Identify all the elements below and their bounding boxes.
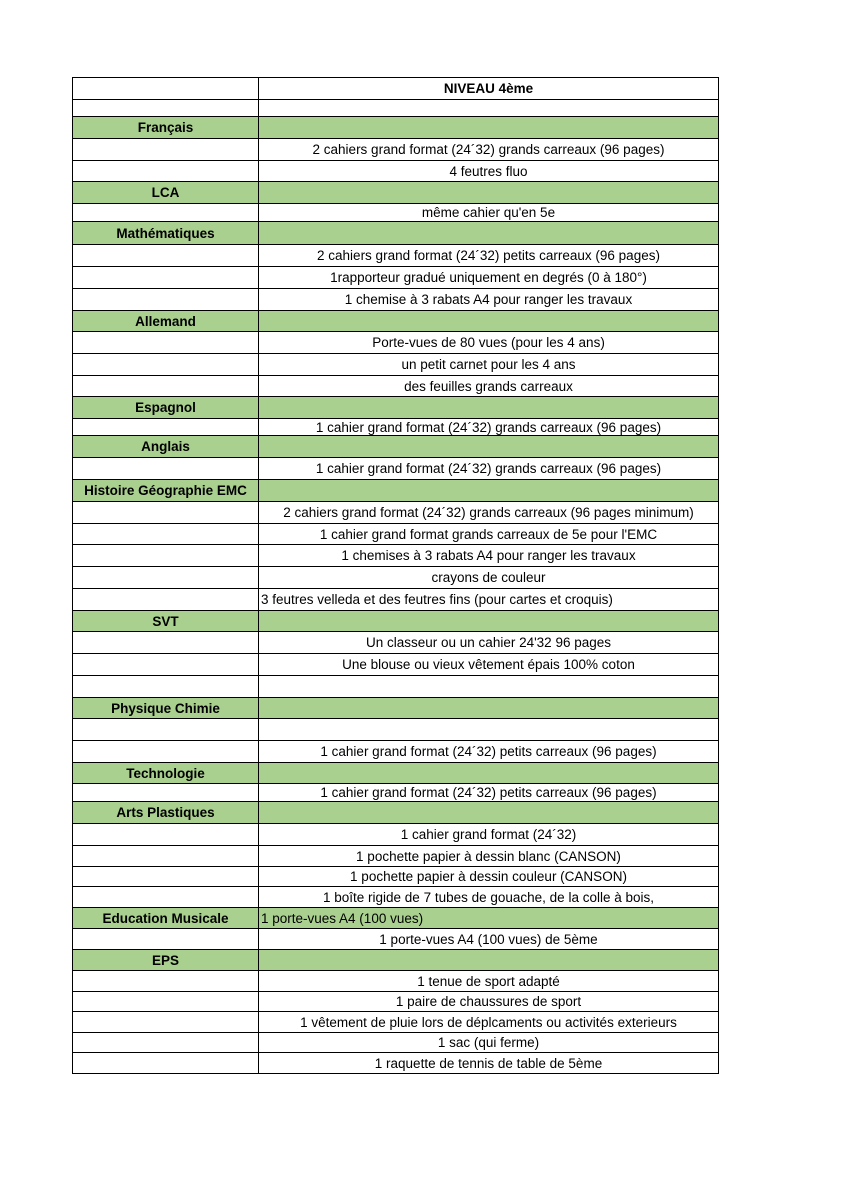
supply-item-cell: [259, 676, 719, 698]
supply-row: [73, 289, 719, 311]
supply-row: [73, 78, 719, 100]
supply-item-cell: crayons de couleur: [259, 567, 719, 589]
subject-cell: [73, 1053, 259, 1074]
subject-cell: [73, 524, 259, 545]
supply-item-cell: des feuilles grands carreaux: [259, 376, 719, 397]
supply-item-cell: 1 boîte rigide de 7 tubes de gouache, de la colle à bois,: [259, 887, 719, 908]
subject-cell: [73, 502, 259, 524]
subject-cell: Allemand: [73, 311, 259, 332]
level-title: NIVEAU 4ème: [259, 78, 719, 100]
subject-cell: [73, 1012, 259, 1033]
supply-row: [73, 354, 719, 376]
supply-row: [73, 971, 719, 992]
supply-row: [73, 654, 719, 676]
supply-row: [73, 161, 719, 182]
supply-row: [73, 545, 719, 567]
subject-cell: [73, 929, 259, 950]
supply-row: [73, 632, 719, 654]
supply-item-cell: 2 cahiers grand format (24´32) grands carreaux (96 pages): [259, 139, 719, 161]
supply-row: [73, 719, 719, 741]
supply-item-cell: 2 cahiers grand format (24´32) petits carreaux (96 pages): [259, 245, 719, 267]
supply-row: [73, 419, 719, 436]
supply-row: [73, 846, 719, 867]
subject-cell: Technologie: [73, 763, 259, 784]
supply-row: [73, 887, 719, 908]
subject-header-row: [73, 480, 719, 502]
subject-header-row: [73, 117, 719, 139]
supply-item-cell: [259, 698, 719, 719]
supply-row: [73, 824, 719, 846]
subject-cell: [73, 139, 259, 161]
supply-item-cell: [259, 222, 719, 245]
subject-cell: [73, 741, 259, 763]
supply-row: [73, 267, 719, 289]
subject-cell: Physique Chimie: [73, 698, 259, 719]
supply-row: [73, 741, 719, 763]
subject-cell: LCA: [73, 182, 259, 204]
supply-item-cell: 1rapporteur gradué uniquement en degrés (0 à 180°): [259, 267, 719, 289]
subject-header-row: [73, 222, 719, 245]
supply-item-cell: [259, 397, 719, 419]
subject-cell: [73, 567, 259, 589]
supply-row: [73, 1053, 719, 1074]
supply-row: [73, 676, 719, 698]
supply-list-body: [73, 78, 719, 1074]
subject-header-row: [73, 397, 719, 419]
supply-item-cell: 3 feutres velleda et des feutres fins (pour cartes et croquis): [259, 589, 719, 611]
supply-row: [73, 589, 719, 611]
supply-row: [73, 1012, 719, 1033]
subject-header-row: [73, 802, 719, 824]
supply-row: [73, 784, 719, 802]
subject-cell: [73, 354, 259, 376]
supply-item-cell: [259, 100, 719, 117]
supply-item-cell: 1 porte-vues A4 (100 vues) de 5ème: [259, 929, 719, 950]
subject-cell: [73, 267, 259, 289]
supply-item-cell: 2 cahiers grand format (24´32) grands carreaux (96 pages minimum): [259, 502, 719, 524]
subject-cell: [73, 824, 259, 846]
supply-row: [73, 245, 719, 267]
supply-row: [73, 100, 719, 117]
supply-row: [73, 929, 719, 950]
supply-item-cell: [259, 802, 719, 824]
subject-cell: [73, 867, 259, 887]
supply-item-cell: 1 cahier grand format (24´32) grands carreaux (96 pages): [259, 458, 719, 480]
supply-item-cell: 1 tenue de sport adapté: [259, 971, 719, 992]
supply-item-cell: 1 paire de chaussures de sport: [259, 992, 719, 1012]
supply-item-cell: 1 cahier grand format (24´32) grands carreaux (96 pages): [259, 419, 719, 436]
supply-item-cell: 1 sac (qui ferme): [259, 1033, 719, 1053]
subject-cell: EPS: [73, 950, 259, 971]
supply-row: [73, 992, 719, 1012]
subject-cell: [73, 654, 259, 676]
subject-header-row: [73, 950, 719, 971]
supply-item-cell: Une blouse ou vieux vêtement épais 100% coton: [259, 654, 719, 676]
supply-item-cell: 1 cahier grand format (24´32): [259, 824, 719, 846]
supply-item-cell: 1 cahier grand format (24´32) petits carreaux (96 pages): [259, 741, 719, 763]
subject-cell: [73, 846, 259, 867]
supply-row: [73, 332, 719, 354]
subject-cell: [73, 245, 259, 267]
subject-cell: [73, 458, 259, 480]
subject-cell: [73, 632, 259, 654]
subject-cell: Mathématiques: [73, 222, 259, 245]
subject-cell: [73, 376, 259, 397]
supply-item-cell: 1 chemises à 3 rabats A4 pour ranger les travaux: [259, 545, 719, 567]
supply-item-cell: Porte-vues de 80 vues (pour les 4 ans): [259, 332, 719, 354]
supply-row: [73, 139, 719, 161]
supply-row: [73, 502, 719, 524]
subject-cell: Education Musicale: [73, 908, 259, 929]
subject-header-row: [73, 908, 719, 929]
subject-header-row: [73, 436, 719, 458]
subject-cell: [73, 992, 259, 1012]
supply-item-cell: [259, 117, 719, 139]
supply-row: [73, 867, 719, 887]
subject-cell: SVT: [73, 611, 259, 632]
supply-list-table: [72, 77, 719, 1074]
subject-cell: Espagnol: [73, 397, 259, 419]
supply-item-cell: 1 raquette de tennis de table de 5ème: [259, 1053, 719, 1074]
subject-header-row: [73, 182, 719, 204]
subject-header-row: [73, 611, 719, 632]
subject-cell: [73, 887, 259, 908]
supply-row: [73, 567, 719, 589]
supply-item-cell: 1 vêtement de pluie lors de déplcaments ou activités exterieurs: [259, 1012, 719, 1033]
supply-item-cell: 1 pochette papier à dessin blanc (CANSON): [259, 846, 719, 867]
subject-cell: [73, 332, 259, 354]
subject-cell: [73, 289, 259, 311]
subject-cell: Anglais: [73, 436, 259, 458]
supply-item-cell: 1 pochette papier à dessin couleur (CANSON): [259, 867, 719, 887]
supply-item-cell: [259, 311, 719, 332]
supply-item-cell: un petit carnet pour les 4 ans: [259, 354, 719, 376]
supply-row: [73, 376, 719, 397]
supply-item-cell: [259, 950, 719, 971]
subject-cell: Histoire Géographie EMC: [73, 480, 259, 502]
supply-item-cell: [259, 436, 719, 458]
supply-item-cell: 1 cahier grand format (24´32) petits carreaux (96 pages): [259, 784, 719, 802]
subject-cell: [73, 78, 259, 100]
subject-cell: [73, 161, 259, 182]
subject-cell: [73, 971, 259, 992]
supply-row: [73, 524, 719, 545]
subject-cell: [73, 784, 259, 802]
subject-header-row: [73, 763, 719, 784]
supply-item-cell: 1 cahier grand format grands carreaux de 5e pour l'EMC: [259, 524, 719, 545]
supply-item-cell: 1 chemise à 3 rabats A4 pour ranger les travaux: [259, 289, 719, 311]
subject-cell: [73, 676, 259, 698]
subject-cell: [73, 204, 259, 222]
supply-item-cell: [259, 480, 719, 502]
subject-cell: Français: [73, 117, 259, 139]
subject-cell: [73, 100, 259, 117]
supply-item-cell: 1 porte-vues A4 (100 vues): [259, 908, 719, 929]
supply-item-cell: [259, 182, 719, 204]
supply-item-cell: [259, 763, 719, 784]
subject-cell: [73, 719, 259, 741]
subject-header-row: [73, 311, 719, 332]
subject-cell: [73, 545, 259, 567]
supply-item-cell: Un classeur ou un cahier 24'32 96 pages: [259, 632, 719, 654]
supply-item-cell: 4 feutres fluo: [259, 161, 719, 182]
supply-row: [73, 204, 719, 222]
subject-cell: [73, 589, 259, 611]
supply-item-cell: [259, 719, 719, 741]
subject-cell: Arts Plastiques: [73, 802, 259, 824]
subject-header-row: [73, 698, 719, 719]
subject-cell: [73, 419, 259, 436]
supply-row: [73, 458, 719, 480]
supply-item-cell: même cahier qu'en 5e: [259, 204, 719, 222]
subject-cell: [73, 1033, 259, 1053]
supply-row: [73, 1033, 719, 1053]
supply-item-cell: [259, 611, 719, 632]
